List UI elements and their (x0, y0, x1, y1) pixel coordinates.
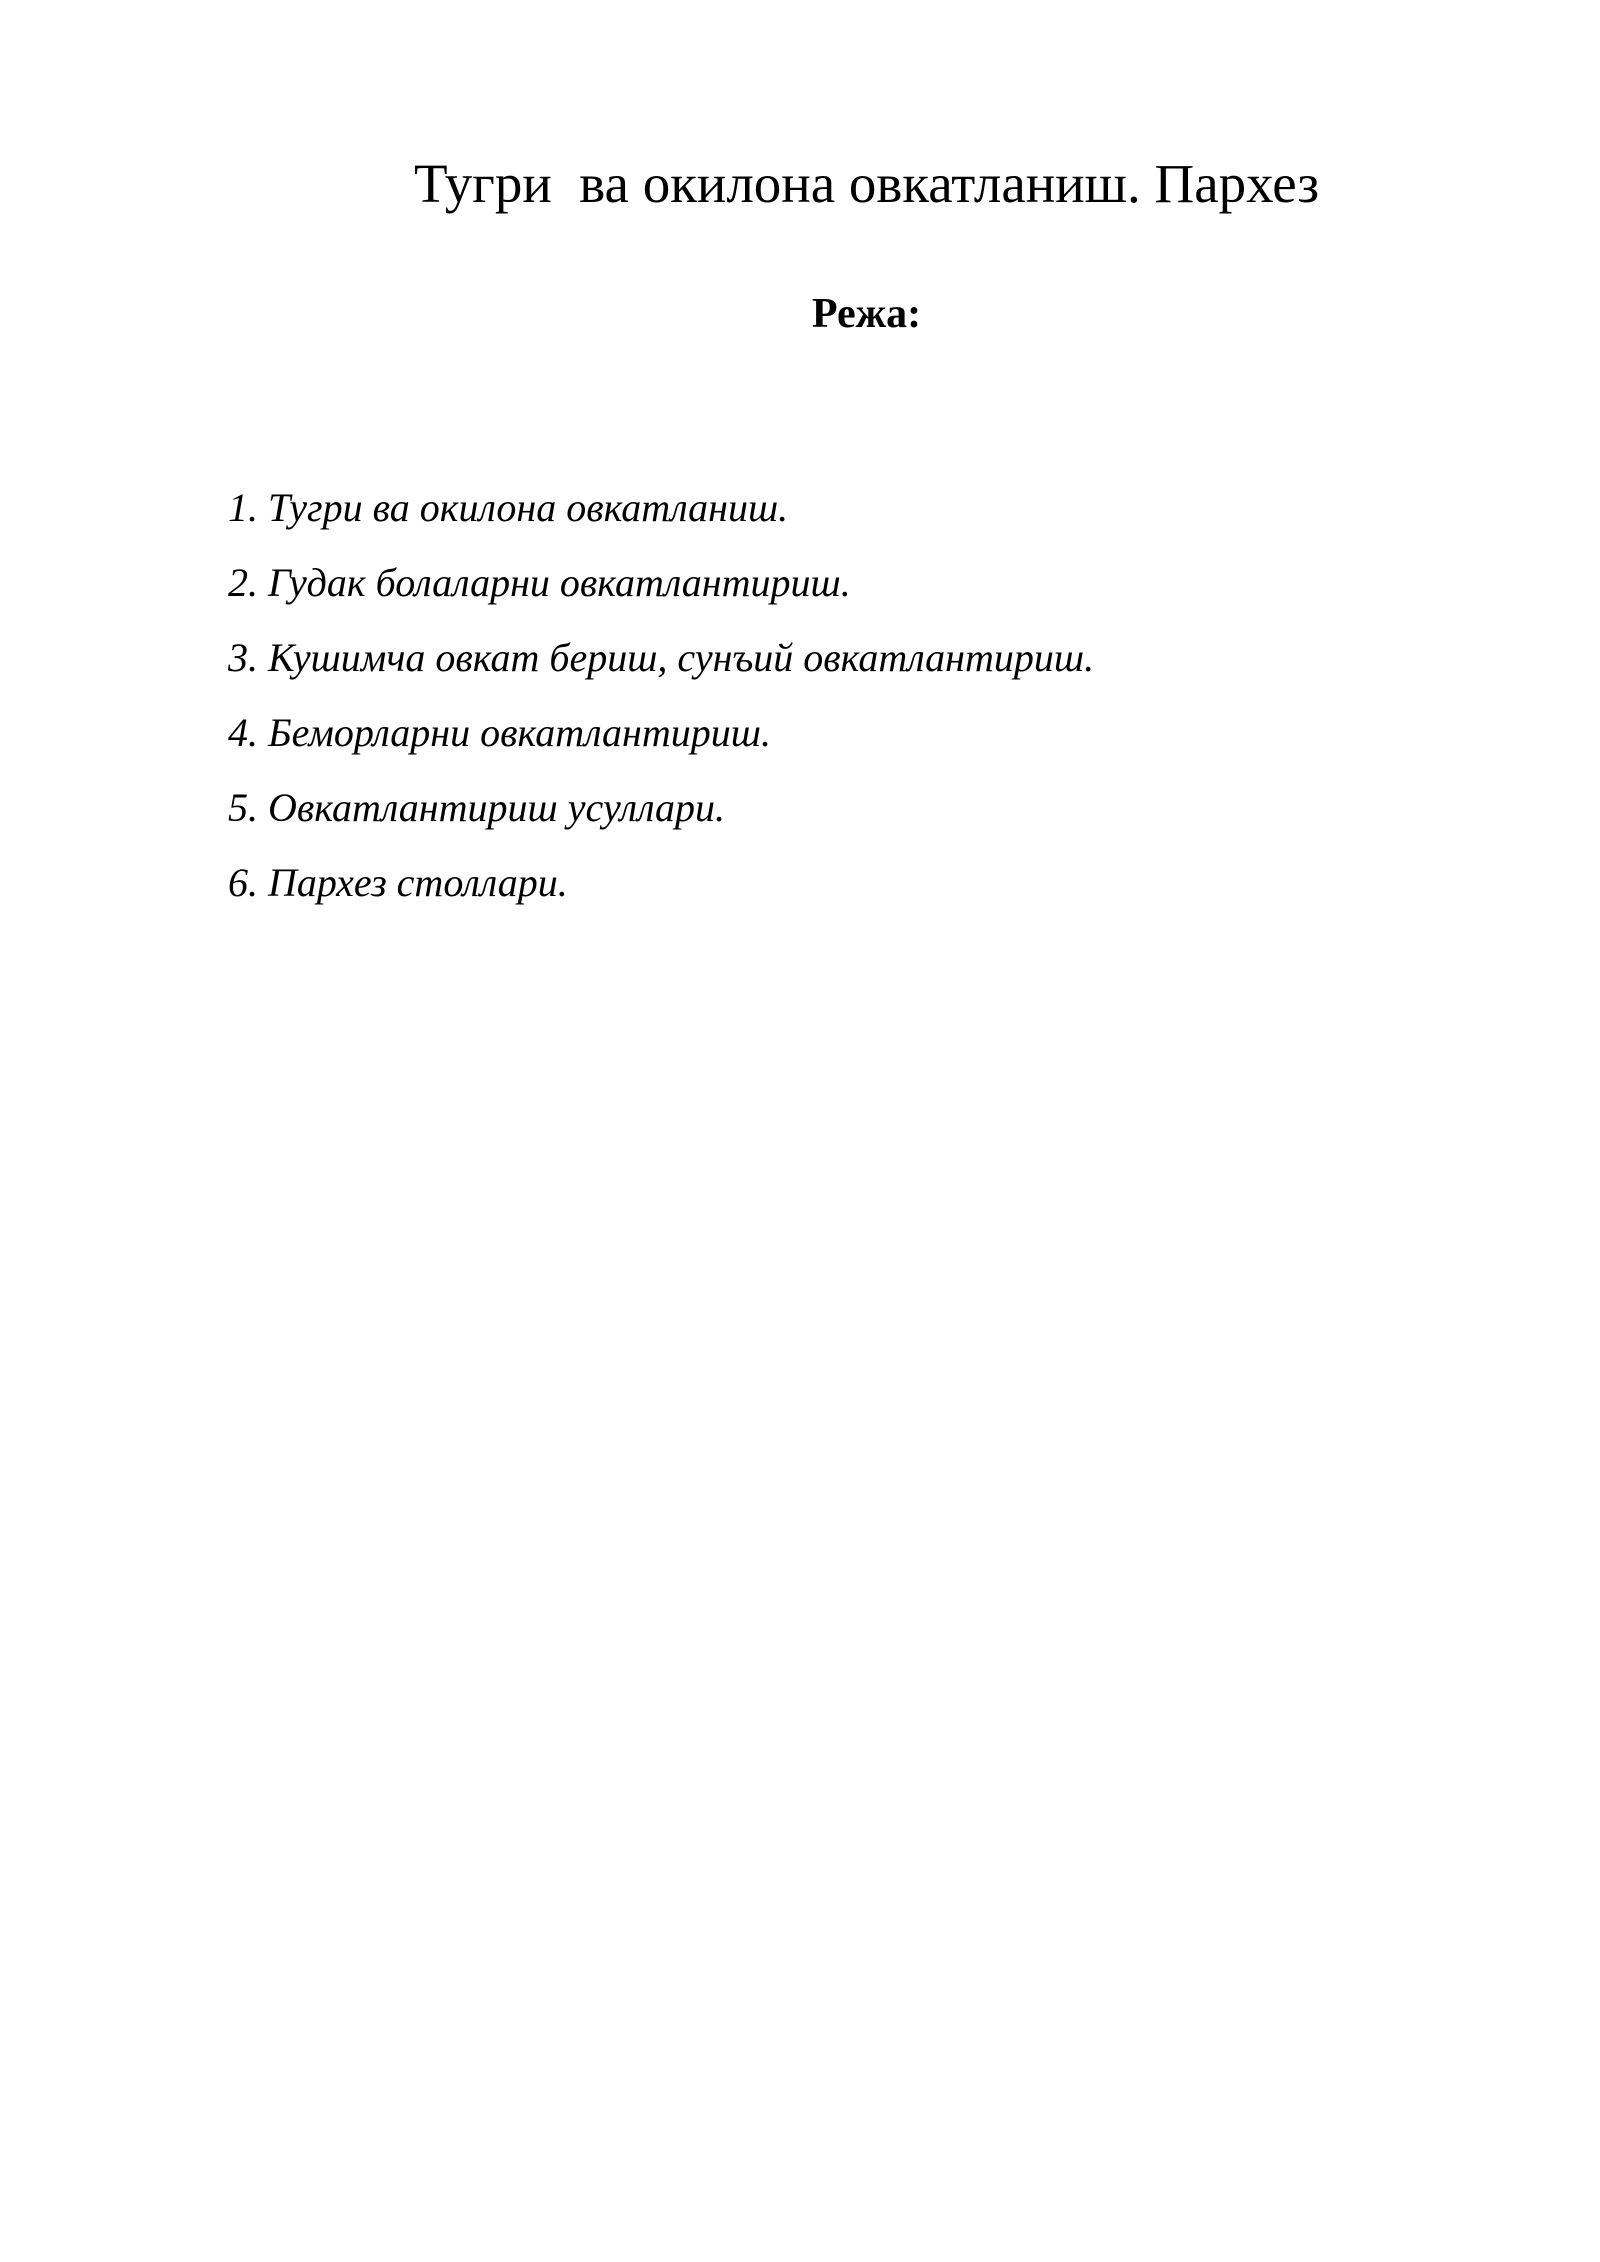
plan-item: 2. Гудак болаларни овкатлантириш. (228, 560, 851, 605)
plan-item: 6. Пархез столлари. (228, 860, 568, 905)
plan-item: 1. Тугри ва окилона овкатланиш. (228, 485, 789, 530)
plan-list (228, 470, 1094, 920)
plan-item: 5. Овкатлантириш усуллари. (228, 785, 725, 830)
document-title: Тугри ва окилона овкатланиш. Пархез (413, 153, 1320, 214)
plan-item: 3. Кушимча овкат бериш, сунъий овкатлантириш. (228, 635, 1095, 680)
plan-heading: Режа: (811, 291, 922, 337)
plan-item: 4. Беморларни овкатлантириш. (228, 710, 771, 755)
